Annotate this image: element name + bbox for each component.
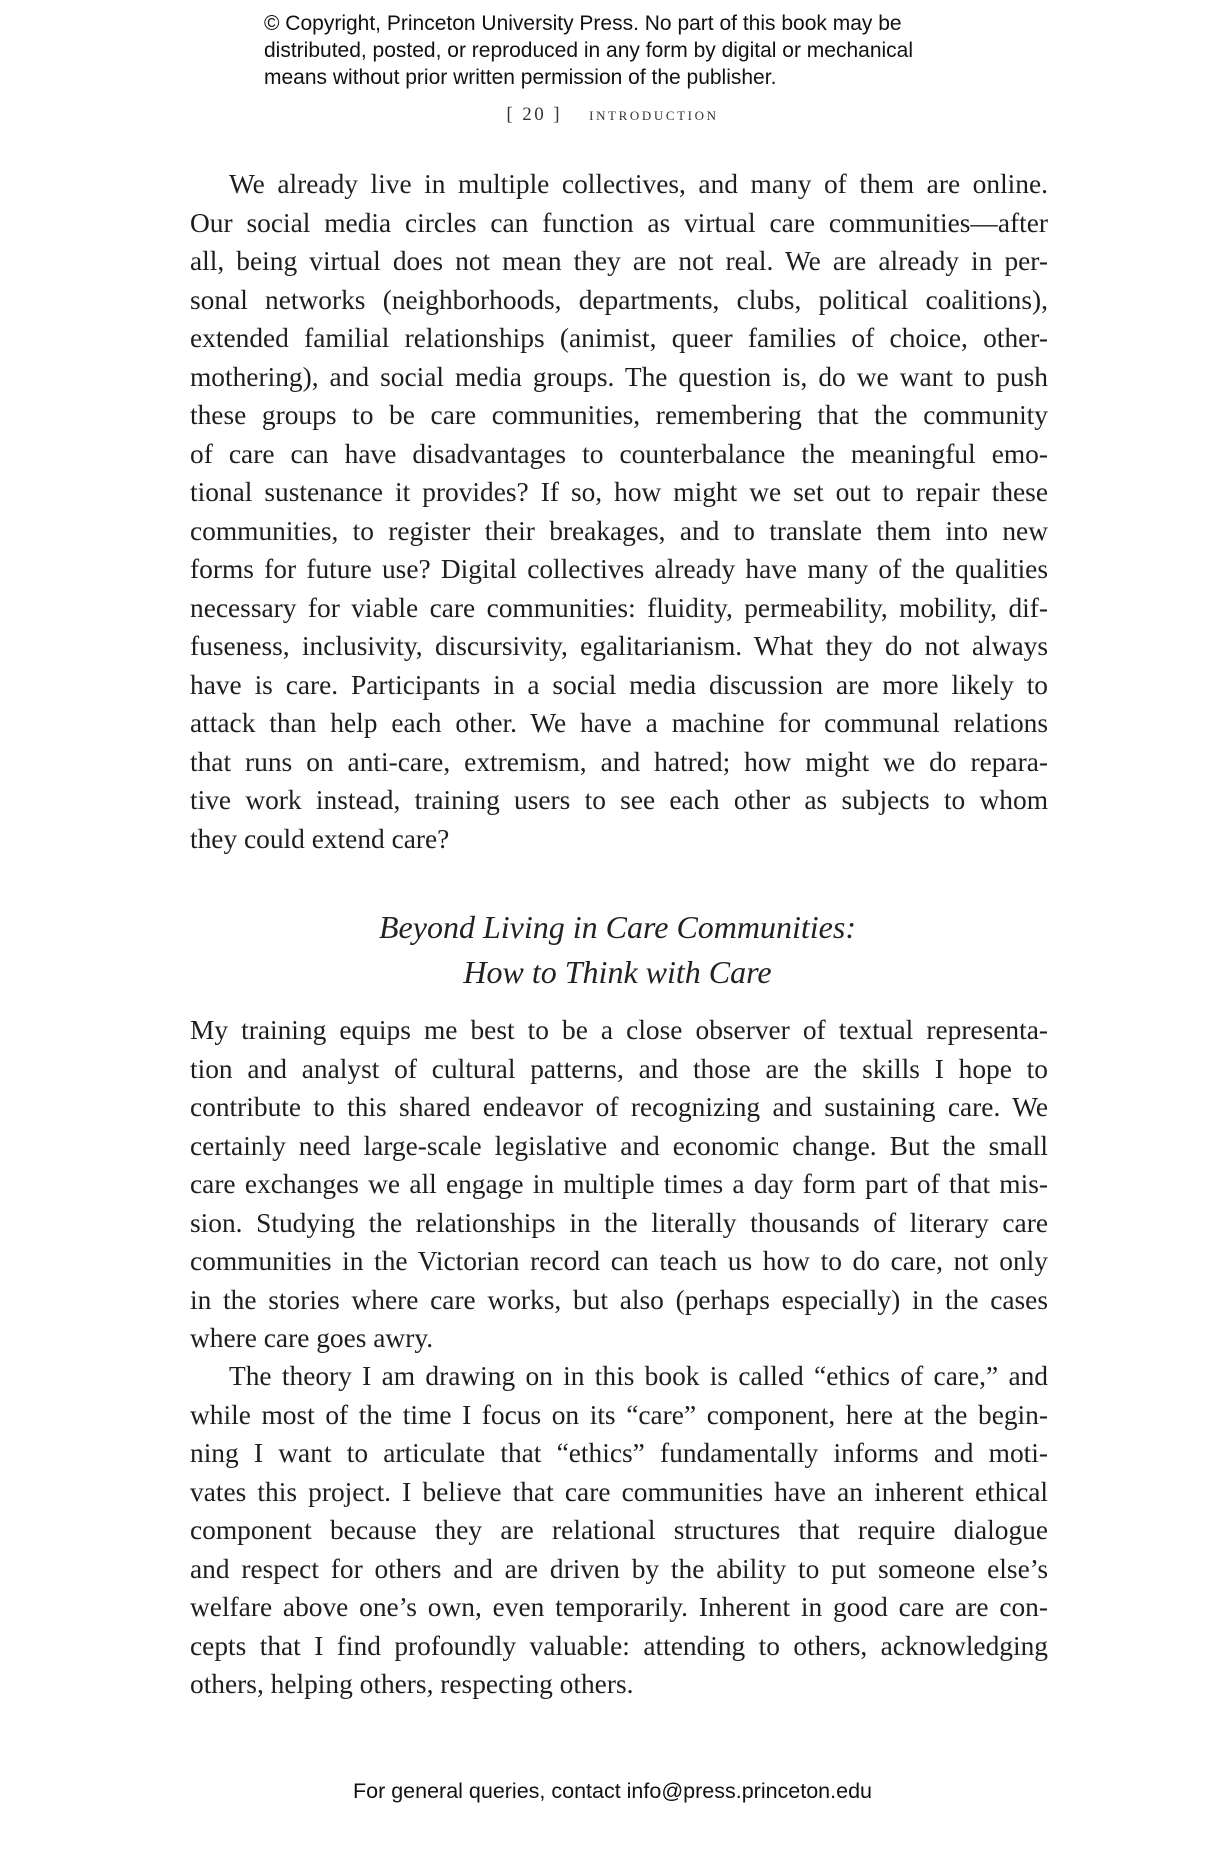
text-line: while most of the time I focus on its “care” component, here at the begin-: [190, 1399, 1048, 1430]
section-heading-line-1: Beyond Living in Care Communities:: [379, 909, 856, 945]
page-number: [ 20 ]: [506, 104, 562, 125]
text-line: extended familial relationships (animist, queer families of choice, other-: [190, 323, 1048, 353]
text-line: ning I want to articulate that “ethics” fundamentally informs and moti-: [190, 1438, 1048, 1468]
text-line: vates this project. I believe that care communities have an inherent ethical: [190, 1476, 1048, 1507]
text-line: mothering), and social media groups. The question is, do we want to push: [190, 361, 1048, 392]
text-line: sion. Studying the relationships in the literally thousands of literary care: [190, 1207, 1048, 1238]
section-heading: [0, 905, 1225, 995]
copyright-line: © Copyright, Princeton University Press. No part of this book may be: [264, 12, 902, 35]
text-line: fuseness, inclusivity, discursivity, egalitarianism. What they do not always: [190, 631, 1048, 661]
text-line: that runs on anti-care, extremism, and hatred; how might we do repara-: [190, 746, 1048, 777]
text-line: where care goes awry.: [190, 1323, 434, 1353]
footer-contact: For general queries, contact info@press.princeton.edu: [352, 1779, 872, 1803]
text-line: attack than help each other. We have a machine for communal relations: [190, 708, 1048, 738]
text-line: The theory I am drawing on in this book is called “ethics of care,” and: [229, 1361, 1048, 1391]
text-line: and respect for others and are driven by the ability to put someone else’s: [190, 1553, 1048, 1584]
text-line: of care can have disadvantages to counterbalance the meaningful emo-: [190, 438, 1048, 469]
text-line: certainly need large-scale legislative and economic change. But the small: [190, 1130, 1048, 1161]
running-head-section: introduction: [589, 104, 719, 125]
text-line: all, being virtual does not mean they are not real. We are already in per-: [190, 246, 1048, 276]
text-line: communities, to register their breakages, and to translate them into new: [190, 515, 1048, 546]
text-line: forms for future use? Digital collectives already have many of the qualities: [190, 554, 1048, 584]
text-line: tive work instead, training users to see each other as subjects to whom: [190, 785, 1048, 815]
copyright-line: distributed, posted, or reproduced in any form by digital or mechanical: [264, 39, 914, 62]
text-line: necessary for viable care communities: fluidity, permeability, mobility, dif-: [190, 592, 1048, 623]
text-line: care exchanges we all engage in multiple times a day form part of that mis-: [190, 1169, 1048, 1199]
body-paragraph-2: [190, 1011, 1048, 1358]
copyright-notice: [264, 10, 984, 91]
section-heading-line-2: How to Think with Care: [463, 954, 772, 990]
text-line: in the stories where care works, but also (perhaps especially) in the cases: [190, 1284, 1048, 1315]
text-line: cepts that I find profoundly valuable: attending to others, acknowledging: [190, 1630, 1048, 1661]
text-line: tional sustenance it provides? If so, how might we set out to repair these: [190, 477, 1048, 507]
text-line: communities in the Victorian record can teach us how to do care, not only: [190, 1246, 1048, 1276]
text-line: tion and analyst of cultural patterns, and those are the skills I hope to: [190, 1053, 1048, 1084]
text-line: component because they are relational structures that require dialogue: [190, 1515, 1048, 1545]
text-line: these groups to be care communities, remembering that the community: [190, 400, 1048, 430]
text-line: Our social media circles can function as virtual care communities—after: [190, 207, 1048, 238]
copyright-line: means without prior written permission of the publisher.: [264, 66, 777, 89]
text-line: welfare above one’s own, even temporarily. Inherent in good care are con-: [190, 1592, 1048, 1622]
text-line: We already live in multiple collectives, and many of them are online.: [229, 169, 1048, 199]
text-line: they could extend care?: [190, 823, 450, 854]
running-head: [0, 104, 1225, 126]
text-line: contribute to this shared endeavor of recognizing and sustaining care. We: [190, 1092, 1048, 1122]
text-line: My training equips me best to be a close observer of textual representa-: [190, 1015, 1048, 1045]
body-paragraph-1: [190, 165, 1048, 858]
text-line: others, helping others, respecting others.: [190, 1669, 634, 1699]
text-line: have is care. Participants in a social media discussion are more likely to: [190, 669, 1048, 700]
body-paragraph-3: [190, 1357, 1048, 1704]
text-line: sonal networks (neighborhoods, departments, clubs, political coalitions),: [190, 284, 1048, 315]
